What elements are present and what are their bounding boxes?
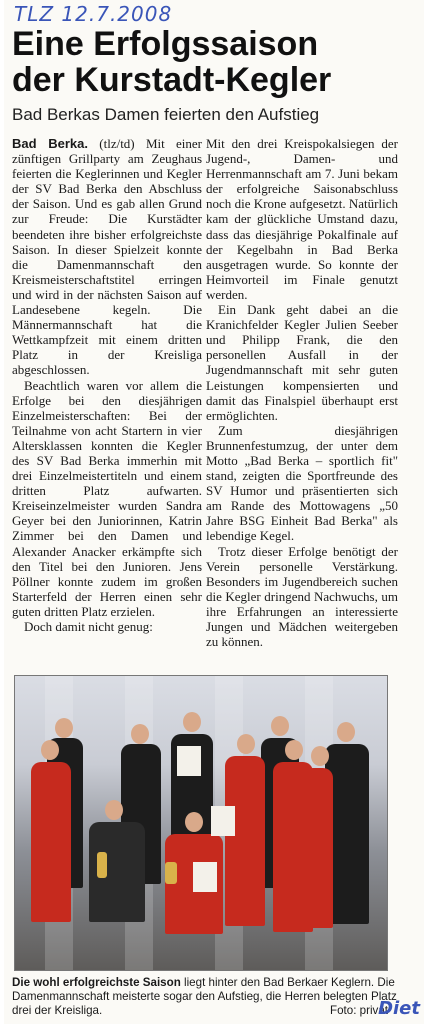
headline (12, 26, 422, 98)
person-head (185, 812, 203, 832)
dateline: Bad Berka. (12, 136, 88, 151)
certificate-icon (211, 806, 235, 836)
article-column-right (206, 136, 398, 649)
trophy-icon (97, 852, 107, 878)
team-photo (14, 675, 388, 971)
certificate-icon (193, 862, 217, 892)
person-head (285, 740, 303, 760)
paragraph: Ein Dank geht dabei an die Kranichfelder Kegler Julien Seeber und Philipp Frank, die den personellen Ausfall in der Jugendmannschaft mit sehr guten Leistungen kompensierten und damit das Finalspiel überhaupt erst ermöglichten. (206, 302, 398, 423)
person-head (311, 746, 329, 766)
paragraph-text: (tlz/td) Mit einer zünftigen Grillparty am Zeughaus feierten die Keglerinnen und Kegler der SV Bad Berka den Abschluss der Saison. Und es gab allen Grund zur Freude: Die Kurstädter beendeten ihre bisher erfolgreichste Saison. In dieser Spielzeit konnte die Damenmannschaft den Kreismeisterschaftstitel erringen und wird in der nächsten Saison auf Landesebene kegeln. Die Männermannschaft hat die Wettkampfzeit mit einem dritten Platz in der Kreisliga abgeschlossen. (12, 136, 202, 378)
person-head (105, 800, 123, 820)
trophy-icon (165, 862, 177, 884)
handwritten-date-note: TLZ 12.7.2008 (14, 2, 173, 26)
paragraph: Doch damit nicht genug: (24, 619, 153, 634)
paragraph (12, 136, 202, 378)
paragraph: Beachtlich waren vor allem die Erfolge bei den diesjährigen Einzelmeisterschaften: Bei der Teilnahme von acht Startern in vier Altersklassen konnten die Kegler des SV Bad Berka immerhin mit drei Einzelmeistertiteln und einem dritten Platz aufwarten. Kreiseinzelmeister wurden Sandra Geyer bei den Juniorinnen, Katrin Zimmer bei den Damen und Alexander Anacker erkämpfte sich den Titel bei den Junioren. Jens Pöllner konnte zudem im großen Starterfeld der Herren einen sehr guten dritten Platz erzielen. (12, 377, 202, 619)
person-head (41, 740, 59, 760)
person (31, 762, 71, 922)
paragraph: Trotz dieser Erfolge benötigt der Verein personelle Verstärkung. Besonders im Jugendbereich suchen die Kegler dringend Nachwuchs, um ihre Erfahrungen an interessierte Jungen und Mädchen weitergeben zu können. (206, 543, 398, 650)
subtitle: Bad Berkas Damen feierten den Aufstieg (12, 105, 320, 124)
article-column-left (12, 136, 202, 634)
person-head (271, 716, 289, 736)
person-head (131, 724, 149, 744)
paragraph: Zum diesjährigen Brunnenfestumzug, der unter dem Motto „Bad Berka – sportlich fit" stand, zeigten die Sportfreunde des SV Humor und präsentierten sich am Rande des Mottowagens „50 Jahre BSG Einheit Bad Berka" als lebendige Kegel. (206, 422, 398, 544)
newspaper-clipping (4, 0, 424, 1024)
paragraph: Mit den drei Kreispokalsiegen der Jugend-, Damen- und Herrenmannschaft am 7. Juni bekam der erfolgreiche Saisonabschluss noch die Krone aufgesetzt. Natürlich kam der glückliche Umstand dazu, dass das diesjährige Pokalfinale auf der Kegelbahn in Bad Berka ausgetragen wurde. So konnte der Heimvorteil im Finale genutzt werden. (206, 136, 398, 302)
person-head (237, 734, 255, 754)
person (303, 768, 333, 928)
caption-bold: Die wohl erfolgreichste Saison (12, 976, 181, 989)
person-head (183, 712, 201, 732)
person (225, 756, 265, 926)
person-head (55, 718, 73, 738)
certificate-icon (177, 746, 201, 776)
photo-credit: Foto: privat (330, 1004, 388, 1017)
handwritten-stamp: Diet (378, 998, 420, 1019)
headline-line-2: der Kurstadt-Kegler (12, 61, 332, 99)
headline-line-1: Eine Erfolgssaison (12, 25, 319, 63)
caption-text: liegt hinter den Bad Berkaer Keglern. Die Damenmannschaft meisterte sogar den Aufstieg, die Herren belegten Platz drei der Kreisliga. (12, 976, 397, 1017)
person-head (337, 722, 355, 742)
